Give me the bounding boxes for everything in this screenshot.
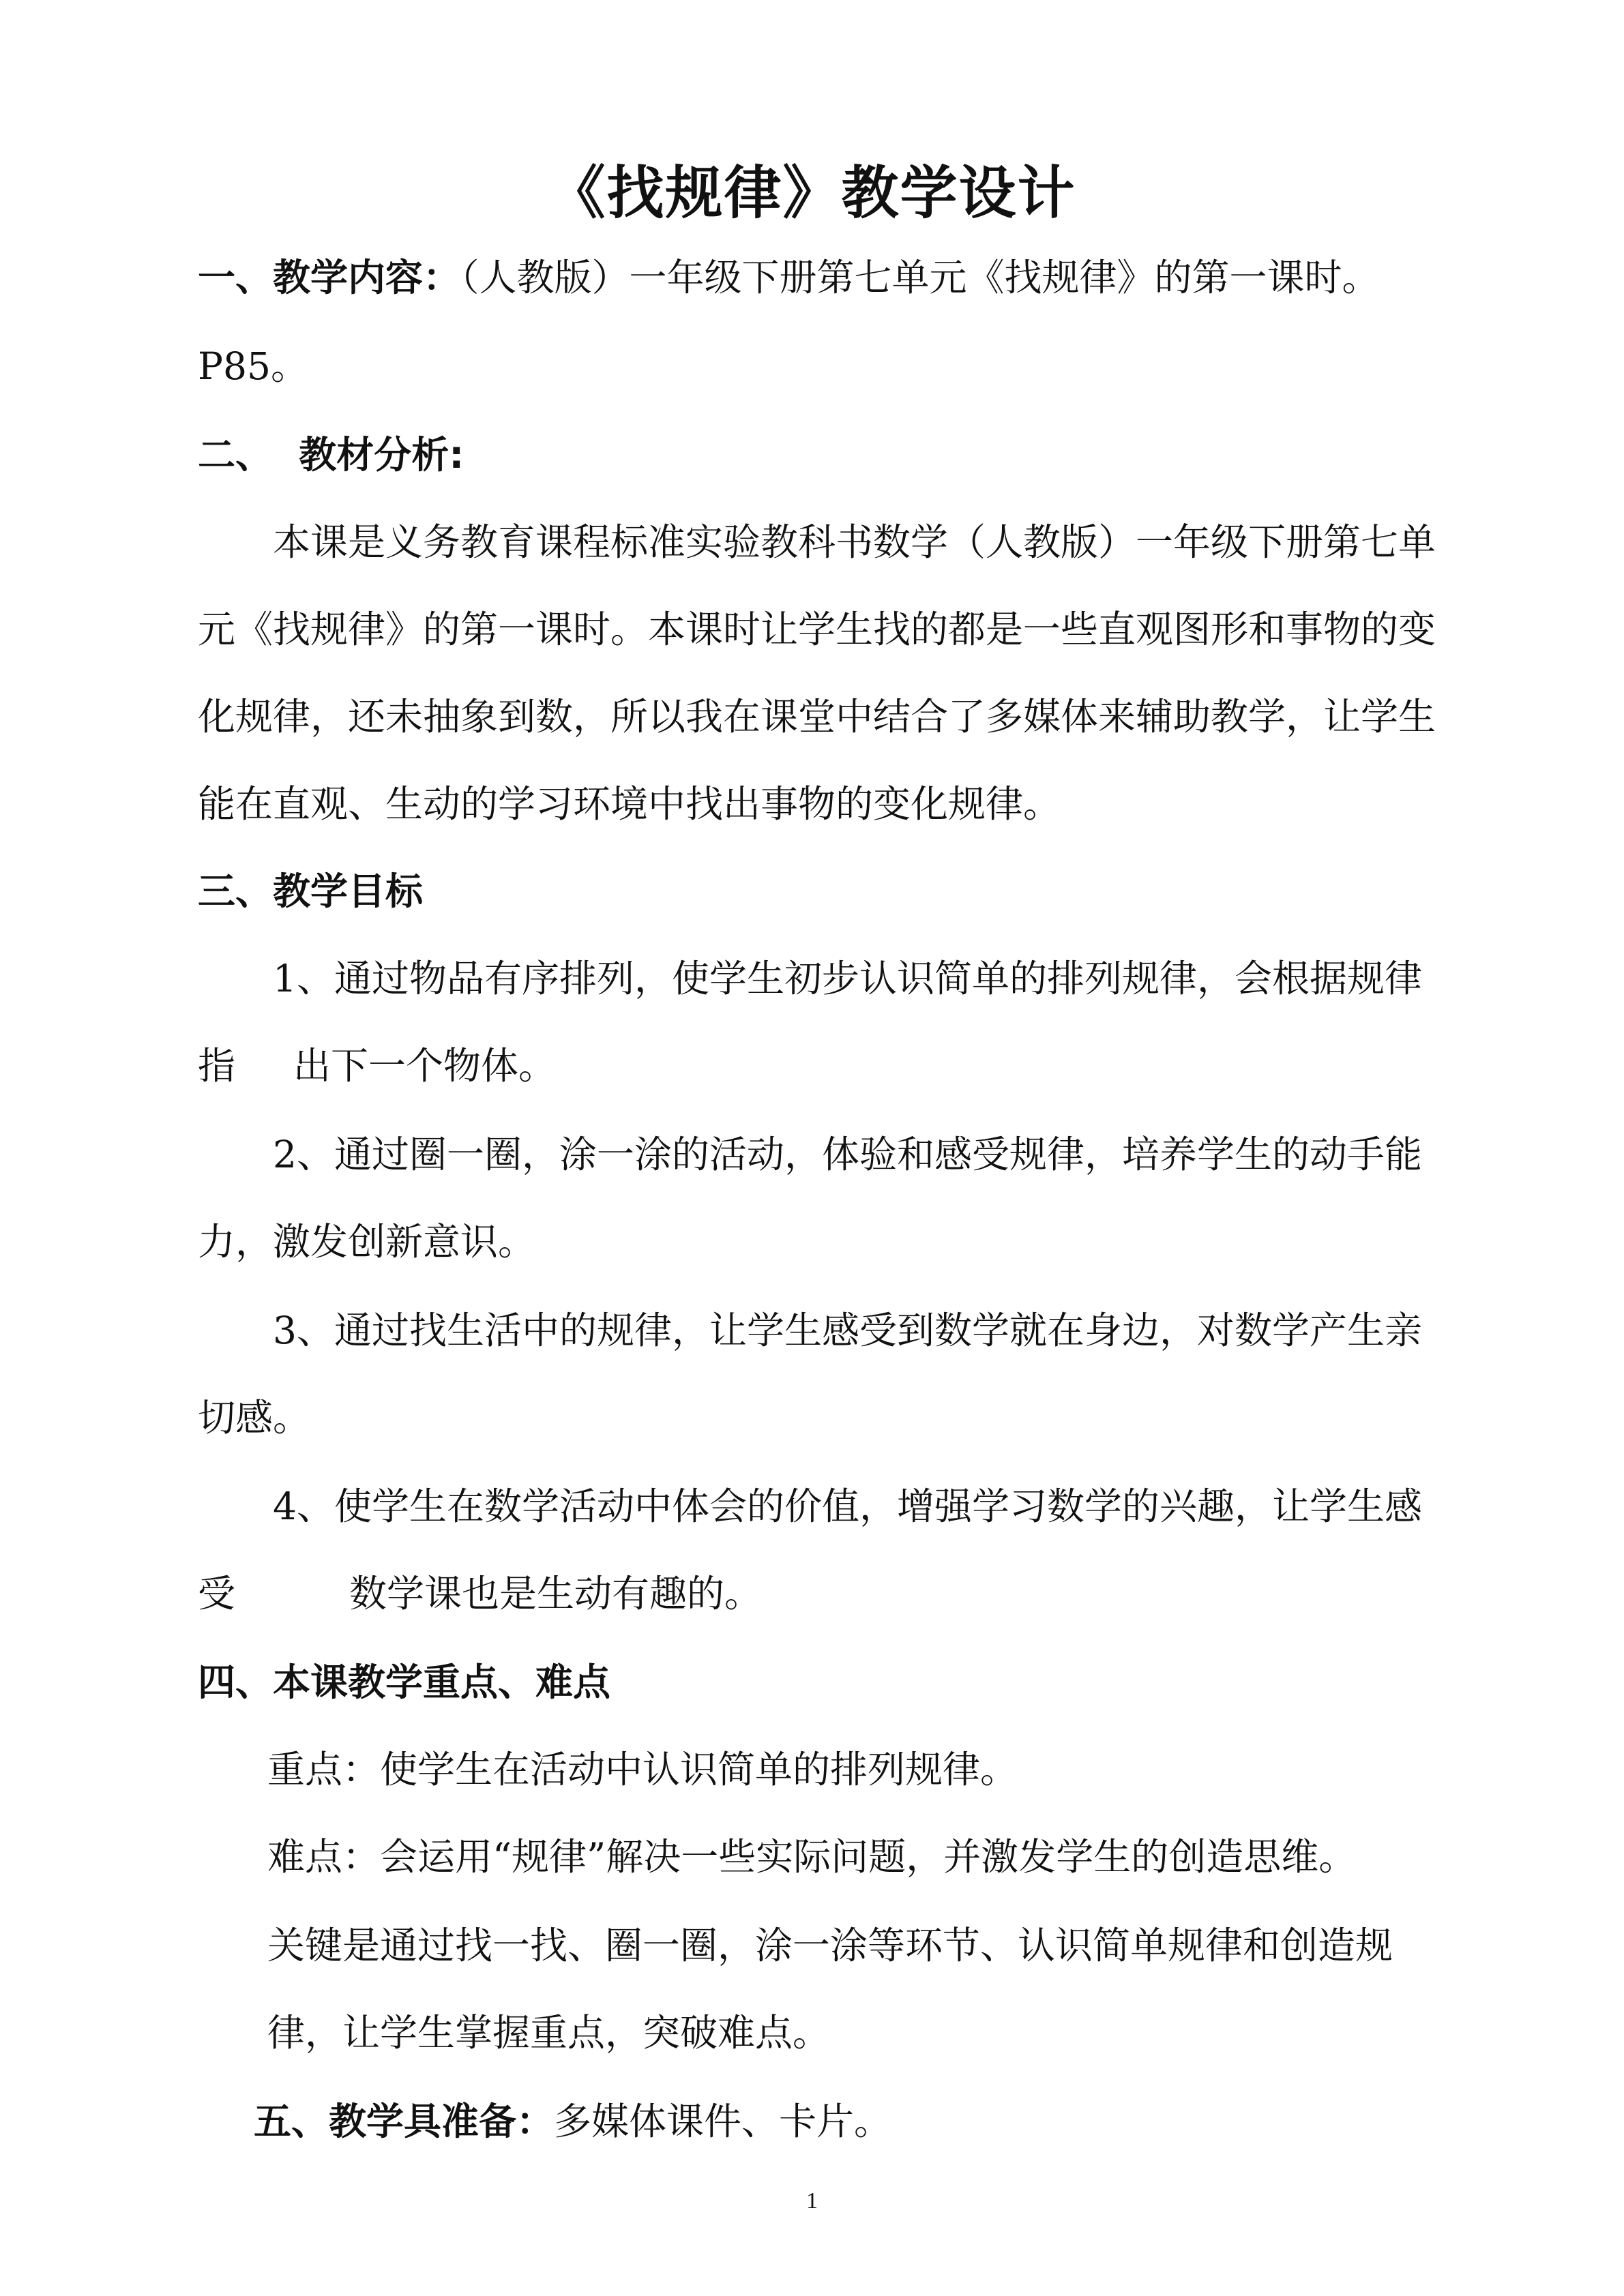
goal-4-line: 4、使学生在数学活动中体会的价值，增强学习数学的兴趣，让学生感: [273, 1485, 1422, 1528]
goal-3-line: 3、通过找生活中的规律，让学生感受到数学就在身边，对数学产生亲: [273, 1309, 1422, 1352]
section1-line: [198, 254, 1380, 301]
goal-1-fragment: 指: [198, 1044, 236, 1088]
section2-paragraph-line: 能在直观、生动的学习环境中找出事物的变化规律。: [198, 782, 1061, 826]
goal-4-fragment: 数学课也是生动有趣的。: [349, 1572, 763, 1615]
section1-text: （人教版）一年级下册第七单元《找规律》的第一课时。: [460, 256, 1380, 299]
goal-2-line: 2、通过圈一圈，涂一涂的活动，体验和感受规律，培养学生的动手能: [273, 1133, 1422, 1176]
goal-1-fragment: 出下一个物体。: [293, 1044, 557, 1088]
page-number: 1: [806, 2188, 818, 2213]
key-line: 关键是通过找一找、圈一圈，涂一涂等环节、认识简单规律和创造规: [267, 1924, 1393, 1967]
goal-1-line: 1、通过物品有序排列，使学生初步认识简单的排列规律，会根据规律: [273, 957, 1422, 1000]
section2-paragraph-line: 元《找规律》的第一课时。本课时让学生找的都是一些直观图形和事物的变: [198, 608, 1436, 651]
document-title: 《找规律》教学设计: [548, 160, 1076, 226]
difficulty: 难点：会运用“规律”解决一些实际问题，并激发学生的创造思维。: [267, 1835, 1357, 1879]
goal-4-fragment: 受: [198, 1572, 236, 1615]
section2-paragraph-line: 化规律，还未抽象到数，所以我在课堂中结合了多媒体来辅助教学，让学生: [198, 695, 1436, 739]
section3-heading: 三、教学目标: [198, 869, 424, 913]
section5-text: 多媒体课件、卡片。: [554, 2100, 892, 2143]
section1-text-cont: P85。: [198, 344, 308, 388]
section2-paragraph-line: 本课是义务教育课程标准实验教科书数学（人教版）一年级下册第七单: [273, 520, 1436, 564]
section1-heading: 一、教学内容：: [198, 256, 461, 299]
section4-heading: 四、本课教学重点、难点: [198, 1660, 611, 1704]
goal-2-line: 力，激发创新意识。: [198, 1220, 536, 1264]
key-line: 律，让学生掌握重点，突破难点。: [267, 2011, 831, 2055]
goal-3-line: 切感。: [198, 1396, 311, 1440]
section5-line: [254, 2098, 891, 2145]
section2-heading: 二、 教材分析:: [198, 433, 464, 477]
section5-heading: 五、教学具准备：: [254, 2100, 555, 2143]
key-point: 重点：使学生在活动中认识简单的排列规律。: [267, 1748, 1018, 1791]
